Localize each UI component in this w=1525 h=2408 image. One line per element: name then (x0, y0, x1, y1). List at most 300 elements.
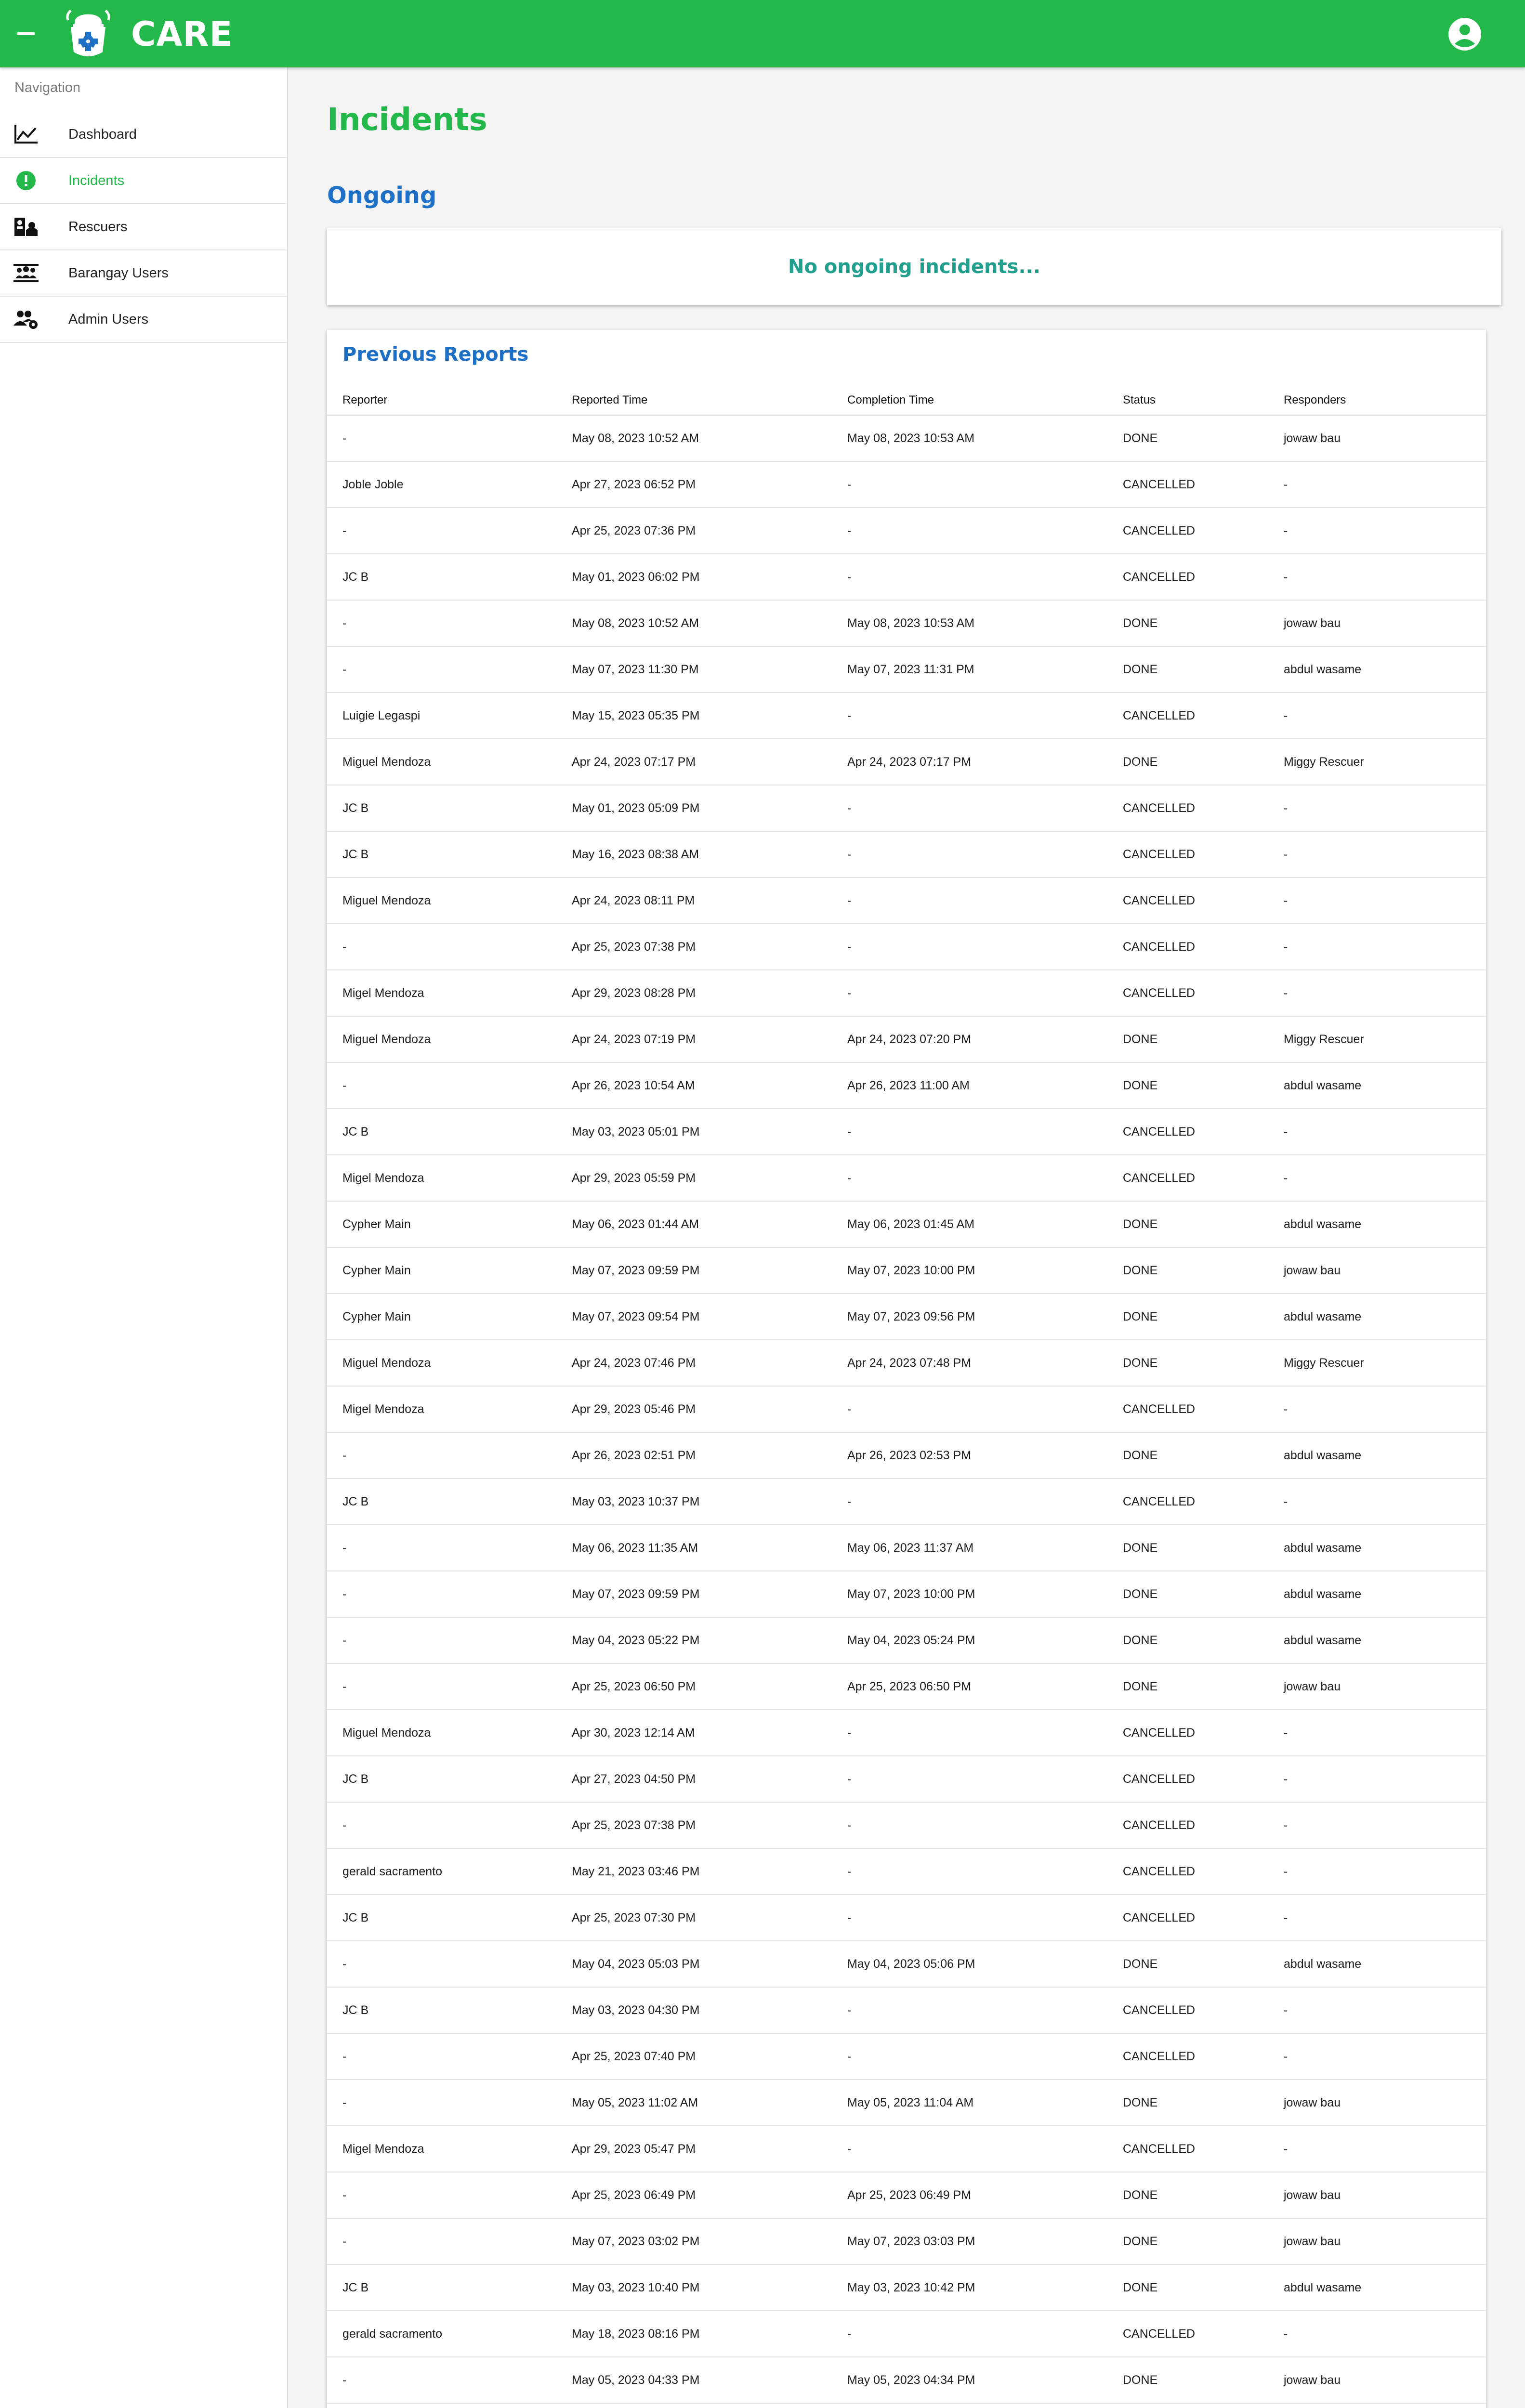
cell-completion-time: May 06, 2023 11:37 AM (847, 1525, 1123, 1571)
cell-completion-time: May 07, 2023 03:03 PM (847, 2218, 1123, 2264)
cell-status: DONE (1123, 1941, 1284, 1987)
cell-reported-time: May 07, 2023 03:02 PM (572, 2218, 847, 2264)
table-row[interactable] (327, 1432, 1486, 1479)
previous-reports-card (327, 330, 1486, 2408)
cell-responders: - (1284, 877, 1486, 924)
cell-completion-time (847, 2403, 1123, 2408)
cell-responders: abdul wasame (1284, 1062, 1486, 1109)
table-row[interactable] (327, 1062, 1486, 1109)
cell-completion-time: May 04, 2023 05:24 PM (847, 1617, 1123, 1663)
cell-responders: - (1284, 2033, 1486, 2080)
cell-responders: Miggy Rescuer (1284, 1340, 1486, 1386)
cell-reported-time: May 04, 2023 05:03 PM (572, 1941, 847, 1987)
cell-status: CANCELLED (1123, 2126, 1284, 2172)
column-header-completion-time[interactable]: Completion Time (847, 386, 1123, 415)
sidebar (0, 67, 288, 2408)
table-body (327, 415, 1486, 2408)
cell-reporter: gerald sacramento (327, 1848, 572, 1895)
table-row[interactable] (327, 1802, 1486, 1848)
table-row[interactable] (327, 785, 1486, 831)
cell-completion-time: - (847, 1109, 1123, 1155)
cell-responders: - (1284, 1987, 1486, 2033)
cell-completion-time: - (847, 554, 1123, 600)
cell-completion-time: - (847, 831, 1123, 877)
cell-reporter: - (327, 1571, 572, 1617)
cell-reported-time (572, 2403, 847, 2408)
cell-status: DONE (1123, 646, 1284, 693)
table-row[interactable] (327, 1987, 1486, 2033)
cell-reporter: Miguel Mendoza (327, 1340, 572, 1386)
cell-responders: Miggy Rescuer (1284, 1016, 1486, 1062)
cell-responders: jowaw bau (1284, 600, 1486, 646)
cell-status: CANCELLED (1123, 554, 1284, 600)
sidebar-item-incidents[interactable] (0, 158, 287, 204)
cell-status: DONE (1123, 1201, 1284, 1247)
ongoing-empty-message: No ongoing incidents... (788, 256, 1041, 278)
cell-completion-time: May 07, 2023 10:00 PM (847, 1571, 1123, 1617)
cell-status: CANCELLED (1123, 1802, 1284, 1848)
cell-completion-time: Apr 24, 2023 07:48 PM (847, 1340, 1123, 1386)
cell-status: CANCELLED (1123, 1756, 1284, 1802)
cell-reported-time: May 07, 2023 11:30 PM (572, 646, 847, 693)
table-row[interactable] (327, 1895, 1486, 1941)
cell-status: DONE (1123, 415, 1284, 461)
cell-reporter: JC B (327, 831, 572, 877)
cell-completion-time: Apr 24, 2023 07:17 PM (847, 739, 1123, 785)
cell-responders: - (1284, 970, 1486, 1016)
cell-reported-time: May 01, 2023 05:09 PM (572, 785, 847, 831)
cell-status: CANCELLED (1123, 877, 1284, 924)
cell-responders: - (1284, 693, 1486, 739)
care-logo-icon (65, 6, 111, 62)
cell-completion-time: - (847, 1155, 1123, 1201)
cell-reported-time: May 03, 2023 10:37 PM (572, 1479, 847, 1525)
table-row[interactable] (327, 646, 1486, 693)
sidebar-item-label: Admin Users (68, 312, 148, 327)
app-brand: CARE (131, 14, 233, 54)
sidebar-item-label: Rescuers (68, 219, 128, 235)
cell-responders: - (1284, 1155, 1486, 1201)
cell-reporter: Luigie Legaspi (327, 693, 572, 739)
cell-reported-time: May 03, 2023 04:30 PM (572, 1987, 847, 2033)
cell-reported-time: Apr 26, 2023 10:54 AM (572, 1062, 847, 1109)
cell-completion-time: Apr 25, 2023 06:50 PM (847, 1663, 1123, 1710)
chart-line-icon (13, 123, 39, 145)
table-row[interactable] (327, 1386, 1486, 1432)
table-row[interactable] (327, 924, 1486, 970)
cell-reported-time: Apr 25, 2023 07:38 PM (572, 1802, 847, 1848)
cell-reporter: - (327, 600, 572, 646)
cell-reporter: - (327, 1802, 572, 1848)
table-row[interactable] (327, 1663, 1486, 1710)
cell-reported-time: May 03, 2023 10:40 PM (572, 2264, 847, 2311)
table-row[interactable] (327, 2080, 1486, 2126)
table-row[interactable] (327, 1294, 1486, 1340)
cell-responders: - (1284, 1479, 1486, 1525)
cell-reported-time: Apr 29, 2023 05:59 PM (572, 1155, 847, 1201)
cell-reported-time: May 18, 2023 08:16 PM (572, 2311, 847, 2357)
cell-reporter: gerald sacramento (327, 2311, 572, 2357)
nav-heading: Navigation (14, 80, 81, 95)
cell-reporter: Miguel Mendoza (327, 877, 572, 924)
cell-responders: - (1284, 461, 1486, 508)
menu-toggle-button[interactable] (14, 22, 39, 46)
table-row[interactable] (327, 1756, 1486, 1802)
cell-status: DONE (1123, 1663, 1284, 1710)
cell-completion-time: - (847, 1802, 1123, 1848)
cell-reported-time: Apr 27, 2023 04:50 PM (572, 1756, 847, 1802)
cell-reporter: Miguel Mendoza (327, 1016, 572, 1062)
cell-responders: jowaw bau (1284, 1247, 1486, 1294)
table-row[interactable] (327, 1710, 1486, 1756)
cell-responders: jowaw bau (1284, 2357, 1486, 2403)
cell-reporter (327, 2403, 572, 2408)
menu-icon (17, 32, 35, 35)
cell-responders: abdul wasame (1284, 1294, 1486, 1340)
cell-responders: abdul wasame (1284, 1571, 1486, 1617)
cell-status: CANCELLED (1123, 970, 1284, 1016)
cell-reporter: - (327, 646, 572, 693)
cell-completion-time: May 03, 2023 10:42 PM (847, 2264, 1123, 2311)
cell-responders: - (1284, 1848, 1486, 1895)
sidebar-item-barangay-users[interactable] (0, 250, 287, 297)
cell-completion-time: - (847, 924, 1123, 970)
cell-status: DONE (1123, 2172, 1284, 2218)
table-row[interactable] (327, 970, 1486, 1016)
cell-responders: jowaw bau (1284, 2218, 1486, 2264)
cell-status: CANCELLED (1123, 831, 1284, 877)
column-header-status[interactable]: Status (1123, 386, 1284, 415)
cell-reporter: JC B (327, 1479, 572, 1525)
cell-reported-time: May 07, 2023 09:54 PM (572, 1294, 847, 1340)
cell-completion-time: May 05, 2023 04:34 PM (847, 2357, 1123, 2403)
cell-reporter: JC B (327, 1756, 572, 1802)
ongoing-incidents-card (327, 228, 1501, 305)
cell-status: CANCELLED (1123, 1155, 1284, 1201)
cell-status (1123, 2403, 1284, 2408)
cell-reported-time: Apr 25, 2023 07:40 PM (572, 2033, 847, 2080)
table-row[interactable] (327, 831, 1486, 877)
table-row[interactable] (327, 2033, 1486, 2080)
cell-status: DONE (1123, 1617, 1284, 1663)
cell-status: CANCELLED (1123, 2311, 1284, 2357)
sidebar-item-label: Dashboard (68, 127, 137, 142)
table-row[interactable] (327, 1340, 1486, 1386)
cell-reporter: - (327, 1617, 572, 1663)
cell-completion-time: - (847, 877, 1123, 924)
cell-reported-time: May 21, 2023 03:46 PM (572, 1848, 847, 1895)
reports-title: Previous Reports (342, 343, 529, 366)
cell-status: DONE (1123, 2080, 1284, 2126)
cell-reporter: Migel Mendoza (327, 1386, 572, 1432)
cell-responders: abdul wasame (1284, 1941, 1486, 1987)
cell-completion-time: - (847, 970, 1123, 1016)
cell-status: DONE (1123, 1525, 1284, 1571)
cell-reported-time: Apr 29, 2023 05:47 PM (572, 2126, 847, 2172)
cell-reported-time: Apr 25, 2023 06:49 PM (572, 2172, 847, 2218)
cell-reporter: Migel Mendoza (327, 970, 572, 1016)
cell-status: DONE (1123, 1571, 1284, 1617)
cell-reporter: - (327, 1432, 572, 1479)
ongoing-section-title: Ongoing (327, 182, 437, 209)
cell-status: CANCELLED (1123, 1386, 1284, 1432)
cell-reported-time: Apr 24, 2023 07:17 PM (572, 739, 847, 785)
cell-completion-time: - (847, 693, 1123, 739)
cell-completion-time: May 04, 2023 05:06 PM (847, 1941, 1123, 1987)
cell-reported-time: May 06, 2023 01:44 AM (572, 1201, 847, 1247)
sidebar-item-label: Barangay Users (68, 265, 169, 281)
cell-responders: Miggy Rescuer (1284, 739, 1486, 785)
table-row[interactable] (327, 461, 1486, 508)
table-row[interactable] (327, 1016, 1486, 1062)
table-row[interactable] (327, 2126, 1486, 2172)
cell-completion-time: May 07, 2023 11:31 PM (847, 646, 1123, 693)
cell-completion-time: - (847, 2311, 1123, 2357)
cell-responders: - (1284, 508, 1486, 554)
table-row[interactable] (327, 693, 1486, 739)
cell-completion-time: - (847, 1987, 1123, 2033)
cell-status: DONE (1123, 600, 1284, 646)
cell-reported-time: May 05, 2023 11:02 AM (572, 2080, 847, 2126)
cell-reporter: Cypher Main (327, 1294, 572, 1340)
cell-status: DONE (1123, 2218, 1284, 2264)
cell-reporter: Cypher Main (327, 1201, 572, 1247)
cell-reporter: JC B (327, 1987, 572, 2033)
table-row[interactable] (327, 1848, 1486, 1895)
cell-reporter: - (327, 2172, 572, 2218)
cell-reported-time: Apr 24, 2023 08:11 PM (572, 877, 847, 924)
cell-completion-time: - (847, 1479, 1123, 1525)
table-row[interactable] (327, 2311, 1486, 2357)
column-header-responders[interactable]: Responders (1284, 386, 1486, 415)
cell-status: DONE (1123, 739, 1284, 785)
cell-reporter: - (327, 2218, 572, 2264)
sidebar-item-admin-users[interactable] (0, 297, 287, 343)
cell-reported-time: May 08, 2023 10:52 AM (572, 415, 847, 461)
cell-reported-time: Apr 30, 2023 12:14 AM (572, 1710, 847, 1756)
cell-reported-time: May 03, 2023 05:01 PM (572, 1109, 847, 1155)
cell-responders: abdul wasame (1284, 1201, 1486, 1247)
table-row[interactable] (327, 1247, 1486, 1294)
cell-status: DONE (1123, 1016, 1284, 1062)
cell-reported-time: Apr 24, 2023 07:46 PM (572, 1340, 847, 1386)
cell-responders: - (1284, 1895, 1486, 1941)
cell-reporter: JC B (327, 2264, 572, 2311)
cell-reporter: Cypher Main (327, 1247, 572, 1294)
cell-status: CANCELLED (1123, 508, 1284, 554)
cell-reporter: JC B (327, 554, 572, 600)
cell-status: CANCELLED (1123, 924, 1284, 970)
table-row[interactable] (327, 1617, 1486, 1663)
cell-responders: - (1284, 785, 1486, 831)
table-row[interactable] (327, 2357, 1486, 2403)
cell-status: CANCELLED (1123, 1895, 1284, 1941)
account-circle-icon[interactable] (1447, 17, 1482, 52)
cell-reporter: - (327, 2357, 572, 2403)
sidebar-item-rescuers[interactable] (0, 204, 287, 250)
table-row[interactable] (327, 877, 1486, 924)
table-row[interactable] (327, 1201, 1486, 1247)
cell-completion-time: - (847, 461, 1123, 508)
table-row[interactable] (327, 1525, 1486, 1571)
table-row[interactable] (327, 1155, 1486, 1201)
cell-status: DONE (1123, 2357, 1284, 2403)
cell-reported-time: May 05, 2023 04:33 PM (572, 2357, 847, 2403)
cell-reported-time: Apr 25, 2023 07:38 PM (572, 924, 847, 970)
cell-status: CANCELLED (1123, 1479, 1284, 1525)
cell-status: DONE (1123, 2264, 1284, 2311)
cell-reporter: - (327, 1663, 572, 1710)
cell-status: DONE (1123, 1432, 1284, 1479)
cell-completion-time: - (847, 1386, 1123, 1432)
admin-users-icon (13, 308, 39, 330)
sidebar-item-dashboard[interactable] (0, 112, 287, 158)
table-row[interactable] (327, 1109, 1486, 1155)
cell-reported-time: May 01, 2023 06:02 PM (572, 554, 847, 600)
cell-completion-time: Apr 25, 2023 06:49 PM (847, 2172, 1123, 2218)
table-row[interactable] (327, 1941, 1486, 1987)
cell-completion-time: May 06, 2023 01:45 AM (847, 1201, 1123, 1247)
table-row[interactable] (327, 2264, 1486, 2311)
table-row[interactable] (327, 508, 1486, 554)
table-header (327, 386, 1486, 415)
cell-reported-time: Apr 25, 2023 06:50 PM (572, 1663, 847, 1710)
cell-responders: jowaw bau (1284, 415, 1486, 461)
cell-completion-time: May 05, 2023 11:04 AM (847, 2080, 1123, 2126)
cell-reporter: - (327, 1062, 572, 1109)
cell-responders: abdul wasame (1284, 1432, 1486, 1479)
cell-reporter: - (327, 1941, 572, 1987)
cell-status: DONE (1123, 1294, 1284, 1340)
cell-reported-time: Apr 29, 2023 08:28 PM (572, 970, 847, 1016)
cell-reported-time: Apr 29, 2023 05:46 PM (572, 1386, 847, 1432)
cell-responders (1284, 2403, 1486, 2408)
cell-completion-time: Apr 24, 2023 07:20 PM (847, 1016, 1123, 1062)
cell-reported-time: Apr 25, 2023 07:36 PM (572, 508, 847, 554)
cell-completion-time: May 07, 2023 09:56 PM (847, 1294, 1123, 1340)
cell-reporter: Migel Mendoza (327, 1155, 572, 1201)
cell-responders: abdul wasame (1284, 646, 1486, 693)
cell-reported-time: Apr 25, 2023 07:30 PM (572, 1895, 847, 1941)
cell-responders: abdul wasame (1284, 2264, 1486, 2311)
cell-responders: jowaw bau (1284, 2172, 1486, 2218)
cell-reporter: JC B (327, 785, 572, 831)
cell-reporter: - (327, 924, 572, 970)
cell-reported-time: Apr 26, 2023 02:51 PM (572, 1432, 847, 1479)
cell-reported-time: Apr 27, 2023 06:52 PM (572, 461, 847, 508)
cell-reported-time: May 15, 2023 05:35 PM (572, 693, 847, 739)
cell-reporter: - (327, 415, 572, 461)
cell-reported-time: May 06, 2023 11:35 AM (572, 1525, 847, 1571)
cell-status: CANCELLED (1123, 1710, 1284, 1756)
cell-status: CANCELLED (1123, 1848, 1284, 1895)
sidebar-item-label: Incidents (68, 173, 125, 188)
cell-responders: jowaw bau (1284, 1663, 1486, 1710)
cell-responders: - (1284, 2311, 1486, 2357)
cell-status: DONE (1123, 1247, 1284, 1294)
cell-reporter: - (327, 2033, 572, 2080)
cell-status: DONE (1123, 1062, 1284, 1109)
alert-circle-icon (13, 170, 39, 192)
cell-completion-time: Apr 26, 2023 02:53 PM (847, 1432, 1123, 1479)
app-bar (0, 0, 1525, 67)
cell-completion-time: - (847, 1710, 1123, 1756)
cell-reported-time: May 16, 2023 08:38 AM (572, 831, 847, 877)
cell-reporter: - (327, 2080, 572, 2126)
reports-table (327, 386, 1486, 2408)
cell-responders: - (1284, 924, 1486, 970)
cell-completion-time: May 07, 2023 10:00 PM (847, 1247, 1123, 1294)
cell-completion-time: - (847, 785, 1123, 831)
cell-reporter: - (327, 1525, 572, 1571)
cell-reporter: Migel Mendoza (327, 2126, 572, 2172)
column-header-reporter[interactable]: Reporter (327, 386, 572, 415)
cell-completion-time: - (847, 508, 1123, 554)
table-row[interactable] (327, 1571, 1486, 1617)
group-icon (13, 262, 39, 284)
cell-reporter: Miguel Mendoza (327, 739, 572, 785)
cell-reported-time: May 04, 2023 05:22 PM (572, 1617, 847, 1663)
cell-status: CANCELLED (1123, 1987, 1284, 2033)
cell-responders: - (1284, 554, 1486, 600)
cell-status: CANCELLED (1123, 461, 1284, 508)
cell-reporter: JC B (327, 1895, 572, 1941)
column-header-reported-time[interactable]: Reported Time (572, 386, 847, 415)
cell-reporter: - (327, 508, 572, 554)
cell-reporter: Miguel Mendoza (327, 1710, 572, 1756)
cell-responders: abdul wasame (1284, 1525, 1486, 1571)
cell-responders: - (1284, 1109, 1486, 1155)
cell-responders: jowaw bau (1284, 2080, 1486, 2126)
header-row (327, 386, 1486, 415)
cell-responders: - (1284, 831, 1486, 877)
cell-status: DONE (1123, 1340, 1284, 1386)
cell-reported-time: May 07, 2023 09:59 PM (572, 1247, 847, 1294)
cell-completion-time: May 08, 2023 10:53 AM (847, 600, 1123, 646)
table-row[interactable] (327, 2218, 1486, 2264)
cell-completion-time: - (847, 1895, 1123, 1941)
cell-completion-time: May 08, 2023 10:53 AM (847, 415, 1123, 461)
cell-responders: - (1284, 1386, 1486, 1432)
cell-completion-time: - (847, 1848, 1123, 1895)
cell-reported-time: Apr 24, 2023 07:19 PM (572, 1016, 847, 1062)
table-row[interactable] (327, 1479, 1486, 1525)
cell-reporter: JC B (327, 1109, 572, 1155)
cell-responders: - (1284, 1710, 1486, 1756)
table-row[interactable] (327, 554, 1486, 600)
page-title: Incidents (327, 102, 487, 138)
cell-status: CANCELLED (1123, 785, 1284, 831)
table-row[interactable] (327, 600, 1486, 646)
cell-completion-time: - (847, 1756, 1123, 1802)
cell-reported-time: May 07, 2023 09:59 PM (572, 1571, 847, 1617)
table-row[interactable] (327, 415, 1486, 461)
cell-completion-time: Apr 26, 2023 11:00 AM (847, 1062, 1123, 1109)
cell-completion-time: - (847, 2126, 1123, 2172)
id-badge-icon (13, 216, 39, 238)
nav-list (0, 112, 287, 343)
cell-status: CANCELLED (1123, 2033, 1284, 2080)
cell-completion-time: - (847, 2033, 1123, 2080)
table-row[interactable] (327, 739, 1486, 785)
cell-responders: abdul wasame (1284, 1617, 1486, 1663)
cell-responders: - (1284, 2126, 1486, 2172)
cell-status: CANCELLED (1123, 693, 1284, 739)
cell-reported-time: May 08, 2023 10:52 AM (572, 600, 847, 646)
cell-responders: - (1284, 1756, 1486, 1802)
table-row[interactable] (327, 2403, 1486, 2408)
table-row[interactable] (327, 2172, 1486, 2218)
